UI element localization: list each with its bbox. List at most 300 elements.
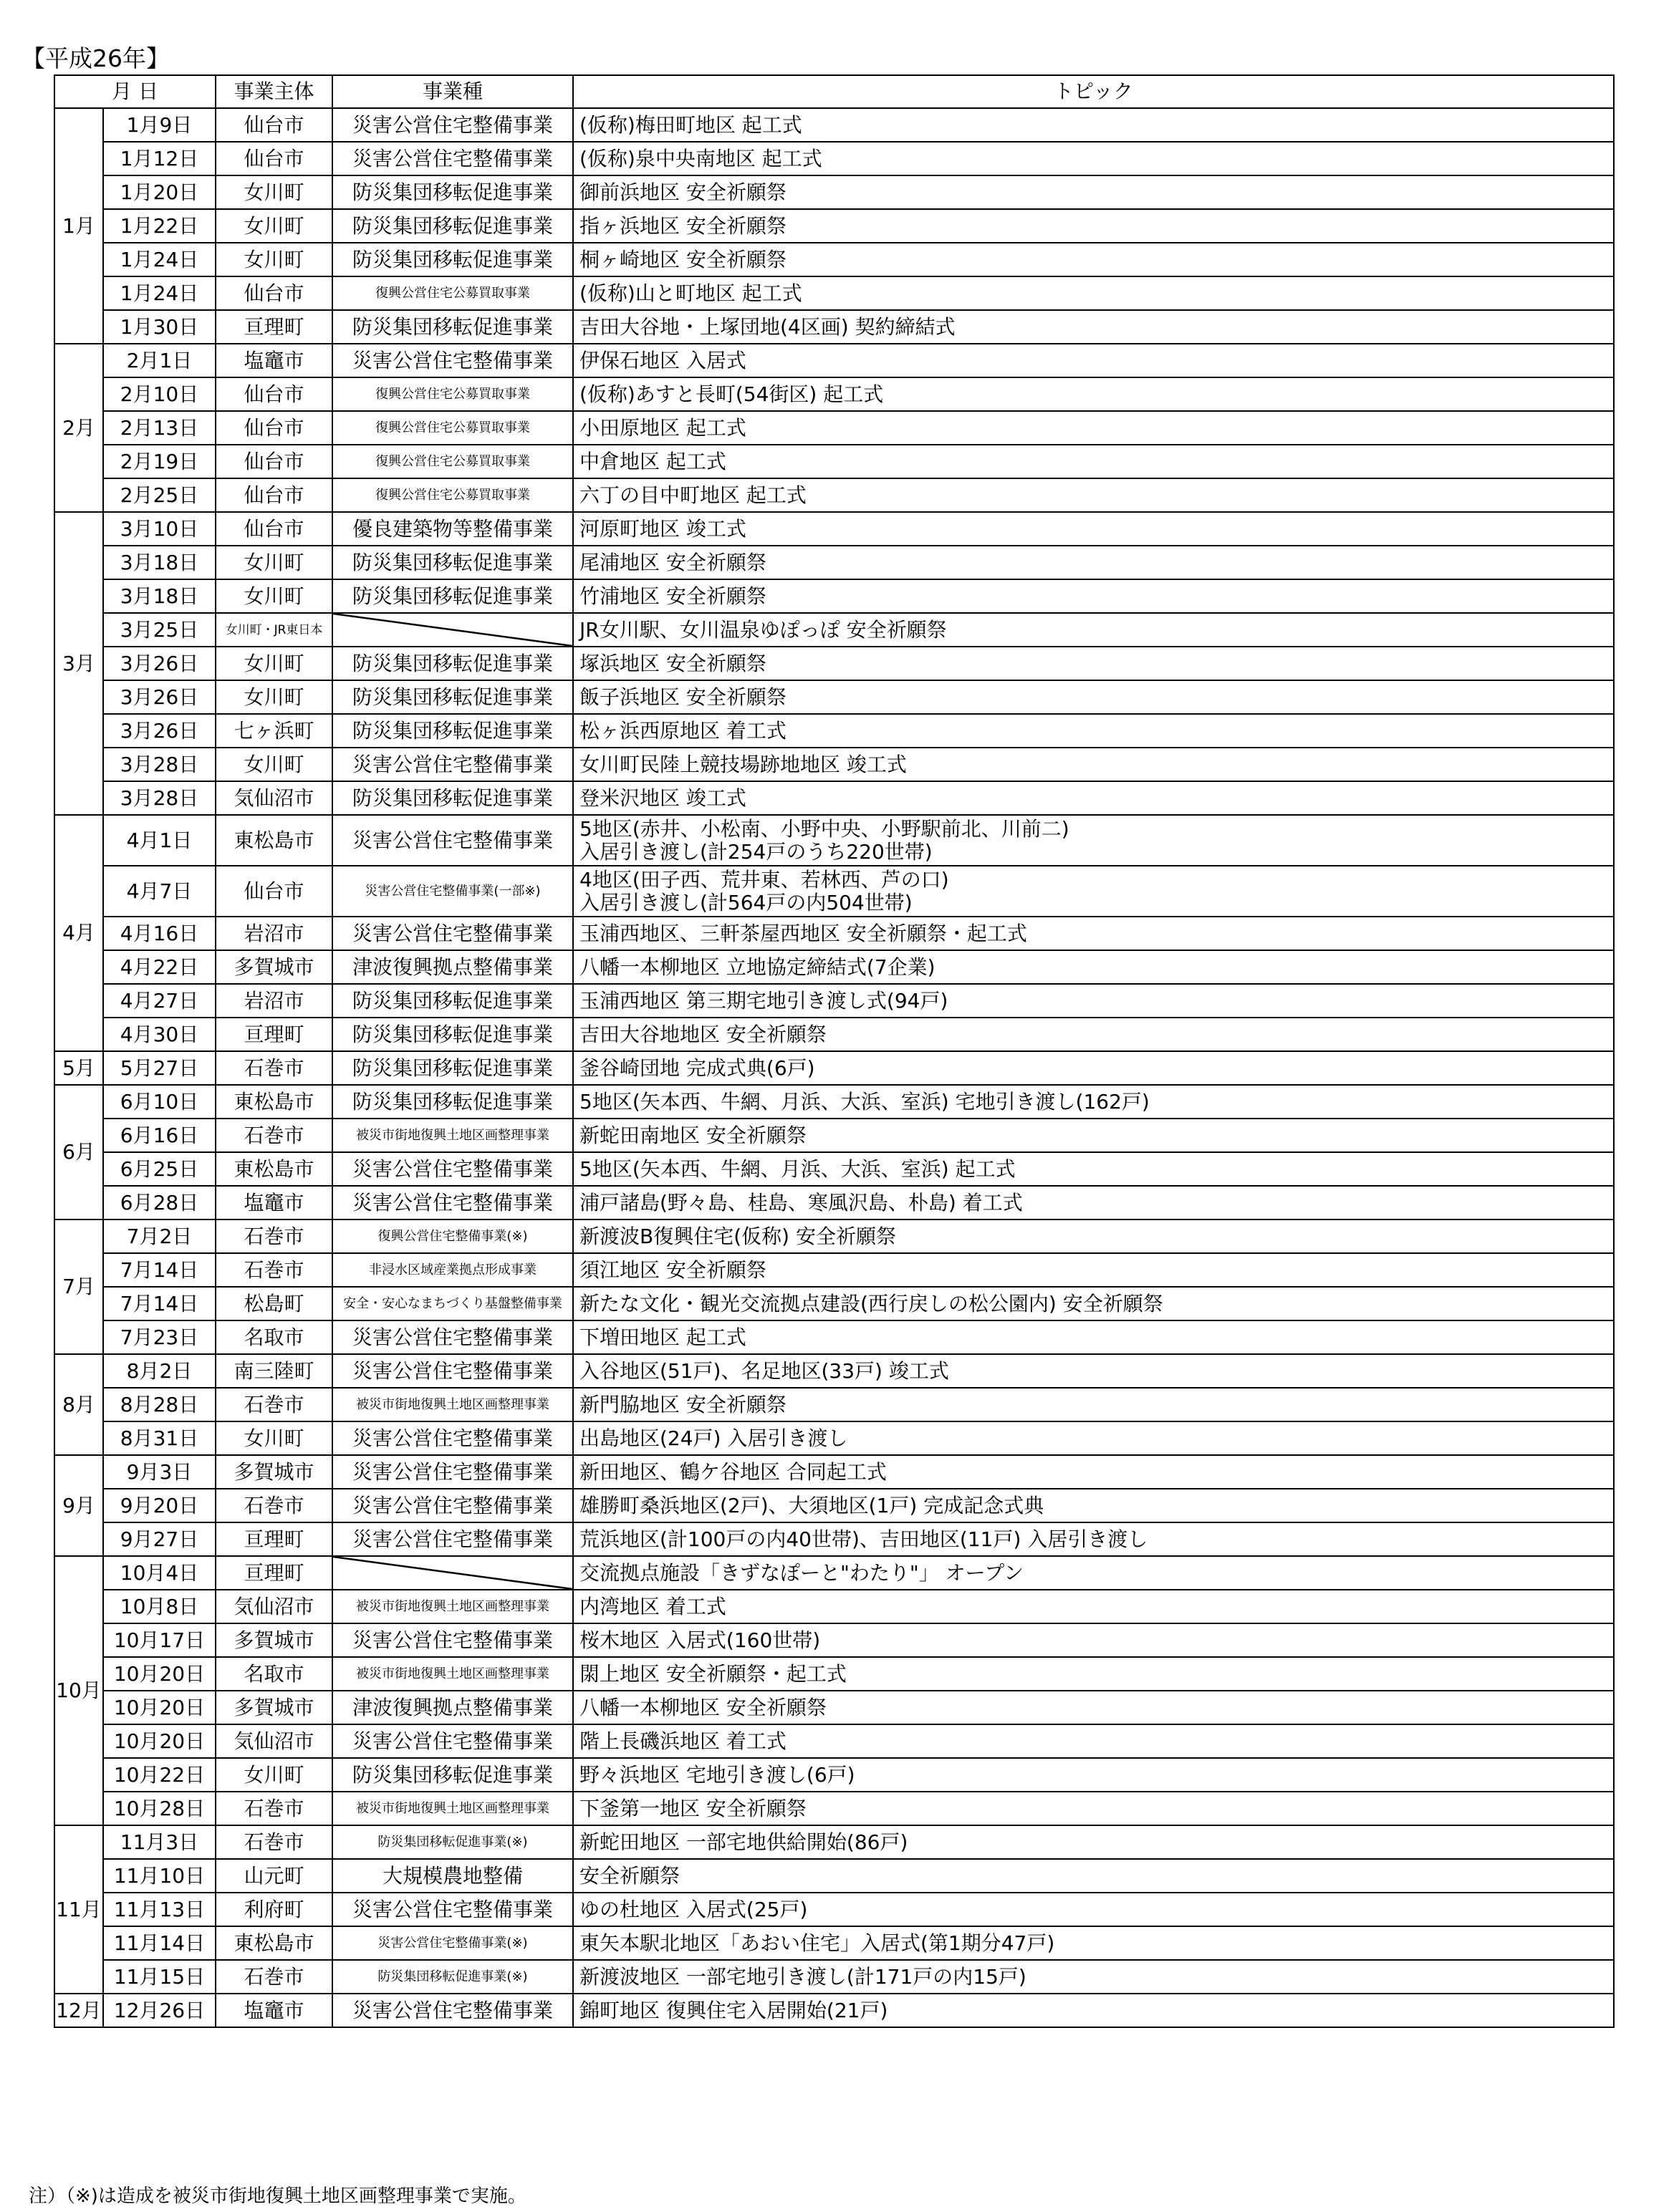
date-cell: 3月18日	[103, 546, 216, 579]
entity-cell: 仙台市	[216, 108, 332, 142]
topic-cell	[573, 866, 1614, 917]
date-cell: 10月28日	[103, 1792, 216, 1825]
type-cell: 災害公営住宅整備事業	[332, 1623, 573, 1657]
schedule-body	[54, 108, 1614, 2027]
date-cell: 11月10日	[103, 1859, 216, 1893]
date-cell: 1月30日	[103, 310, 216, 344]
topic-cell	[573, 478, 1614, 512]
table-row	[54, 984, 1614, 1018]
date-cell: 9月3日	[103, 1455, 216, 1489]
type-cell: 災害公営住宅整備事業	[332, 1455, 573, 1489]
schedule-table	[54, 74, 1615, 2028]
entity-cell: 名取市	[216, 1657, 332, 1691]
entity-cell: 女川町	[216, 579, 332, 613]
topic-cell	[573, 175, 1614, 209]
table-row	[54, 445, 1614, 478]
date-cell: 10月17日	[103, 1623, 216, 1657]
table-row	[54, 680, 1614, 714]
type-cell: 災害公営住宅整備事業	[332, 917, 573, 950]
type-cell: 災害公営住宅整備事業	[332, 108, 573, 142]
type-cell: 被災市街地復興土地区画整理事業	[332, 1388, 573, 1421]
table-row	[54, 613, 1614, 647]
topic-line: 野々浜地区 宅地引き渡し(6戸)	[579, 1762, 855, 1787]
topic-line: 新渡波B復興住宅(仮称) 安全祈願祭	[579, 1224, 896, 1248]
table-row	[54, 579, 1614, 613]
topic-cell	[573, 1287, 1614, 1320]
topic-cell	[573, 1186, 1614, 1220]
date-cell: 3月28日	[103, 748, 216, 781]
topic-line: 六丁の目中町地区 起工式	[579, 483, 807, 507]
topic-cell	[573, 1421, 1614, 1455]
type-cell: 災害公営住宅整備事業(※)	[332, 1926, 573, 1960]
topic-cell	[573, 377, 1614, 411]
date-cell: 1月24日	[103, 243, 216, 276]
type-cell: 防災集団移転促進事業	[332, 209, 573, 243]
date-cell: 4月30日	[103, 1018, 216, 1051]
topic-line: 新渡波地区 一部宅地引き渡し(計171戸の内15戸)	[579, 1964, 1026, 1989]
entity-cell: 多賀城市	[216, 950, 332, 984]
topic-line: 新蛇田南地区 安全祈願祭	[579, 1123, 807, 1147]
date-cell: 3月26日	[103, 647, 216, 680]
table-row	[54, 1186, 1614, 1220]
topic-cell	[573, 1724, 1614, 1758]
topic-line: 尾浦地区 安全祈願祭	[579, 550, 766, 574]
table-row	[54, 748, 1614, 781]
type-cell: 防災集団移転促進事業	[332, 1085, 573, 1119]
date-cell: 1月24日	[103, 276, 216, 310]
month-cell: 10月	[54, 1556, 103, 1825]
topic-line: 小田原地区 起工式	[579, 415, 746, 440]
table-row	[54, 1926, 1614, 1960]
topic-line: 内湾地区 着工式	[579, 1594, 726, 1618]
date-cell: 7月23日	[103, 1320, 216, 1354]
table-row	[54, 546, 1614, 579]
topic-cell	[573, 1388, 1614, 1421]
type-cell: 防災集団移転促進事業	[332, 1758, 573, 1792]
table-row	[54, 1657, 1614, 1691]
date-cell: 1月22日	[103, 209, 216, 243]
topic-cell	[573, 1522, 1614, 1556]
entity-cell: 女川町	[216, 175, 332, 209]
topic-line: 飯子浜地区 安全祈願祭	[579, 685, 787, 709]
entity-cell: 仙台市	[216, 377, 332, 411]
date-cell: 3月28日	[103, 781, 216, 815]
topic-line: 交流拠点施設「きずなぽーと"わたり"」 オープン	[579, 1560, 1024, 1585]
table-row	[54, 1354, 1614, 1388]
type-cell: 防災集団移転促進事業	[332, 680, 573, 714]
entity-cell: 女川町	[216, 1758, 332, 1792]
date-cell: 2月25日	[103, 478, 216, 512]
header-entity: 事業主体	[216, 75, 332, 108]
date-cell: 3月10日	[103, 512, 216, 546]
date-cell: 10月20日	[103, 1657, 216, 1691]
date-cell: 11月13日	[103, 1893, 216, 1926]
topic-cell	[573, 1354, 1614, 1388]
entity-cell: 名取市	[216, 1320, 332, 1354]
type-cell: 大規模農地整備	[332, 1859, 573, 1893]
table-row	[54, 714, 1614, 748]
table-row	[54, 1421, 1614, 1455]
topic-cell	[573, 411, 1614, 445]
month-cell: 8月	[54, 1354, 103, 1455]
table-row	[54, 1758, 1614, 1792]
topic-line: 錦町地区 復興住宅入居開始(21戸)	[579, 1998, 888, 2022]
type-cell: 災害公営住宅整備事業	[332, 1320, 573, 1354]
table-row	[54, 209, 1614, 243]
entity-cell: 七ヶ浜町	[216, 714, 332, 748]
type-cell: 災害公営住宅整備事業	[332, 748, 573, 781]
topic-line: 新田地区、鶴ケ谷地区 合同起工式	[579, 1459, 887, 1484]
table-row	[54, 108, 1614, 142]
date-cell: 3月25日	[103, 613, 216, 647]
entity-cell: 仙台市	[216, 512, 332, 546]
type-cell-empty	[332, 613, 573, 647]
topic-line: 指ヶ浜地区 安全祈願祭	[579, 213, 787, 238]
topic-cell	[573, 1018, 1614, 1051]
table-row	[54, 276, 1614, 310]
table-row	[54, 1522, 1614, 1556]
table-row	[54, 1691, 1614, 1724]
entity-cell: 亘理町	[216, 310, 332, 344]
entity-cell: 女川町	[216, 748, 332, 781]
topic-cell	[573, 445, 1614, 478]
type-cell: 防災集団移転促進事業	[332, 714, 573, 748]
topic-line: 桜木地区 入居式(160世帯)	[579, 1628, 821, 1652]
entity-cell: 多賀城市	[216, 1455, 332, 1489]
entity-cell: 岩沼市	[216, 917, 332, 950]
table-row	[54, 1623, 1614, 1657]
date-cell: 5月27日	[103, 1051, 216, 1085]
month-cell: 2月	[54, 344, 103, 512]
date-cell: 1月20日	[103, 175, 216, 209]
header-type: 事業種	[332, 75, 573, 108]
entity-cell: 東松島市	[216, 1926, 332, 1960]
type-cell: 防災集団移転促進事業	[332, 984, 573, 1018]
date-cell: 8月31日	[103, 1421, 216, 1455]
table-row	[54, 1152, 1614, 1186]
header-topic: トピック	[573, 75, 1614, 108]
topic-cell	[573, 310, 1614, 344]
topic-line: 桐ヶ崎地区 安全祈願祭	[579, 247, 787, 271]
entity-cell: 東松島市	[216, 815, 332, 866]
type-cell: 復興公営住宅公募買取事業	[332, 377, 573, 411]
type-cell: 防災集団移転促進事業	[332, 310, 573, 344]
topic-cell	[573, 1623, 1614, 1657]
entity-cell: 亘理町	[216, 1556, 332, 1590]
topic-line: 東矢本駅北地区「あおい住宅」入居式(第1期分47戸)	[579, 1931, 1055, 1955]
table-row	[54, 1792, 1614, 1825]
table-row	[54, 1489, 1614, 1522]
topic-line: 雄勝町桑浜地区(2戸)、大須地区(1戸) 完成記念式典	[579, 1493, 1044, 1517]
month-cell: 6月	[54, 1085, 103, 1220]
table-row	[54, 1859, 1614, 1893]
topic-line: 閖上地区 安全祈願祭・起工式	[579, 1661, 847, 1686]
entity-cell: 気仙沼市	[216, 1590, 332, 1623]
entity-cell: 石巻市	[216, 1253, 332, 1287]
month-cell: 4月	[54, 815, 103, 1051]
type-cell: 安全・安心なまちづくり基盤整備事業	[332, 1287, 573, 1320]
entity-cell: 亘理町	[216, 1522, 332, 1556]
topic-cell	[573, 1220, 1614, 1253]
entity-cell: 仙台市	[216, 445, 332, 478]
type-cell: 災害公営住宅整備事業	[332, 1489, 573, 1522]
table-row	[54, 1825, 1614, 1859]
table-row	[54, 512, 1614, 546]
entity-cell: 仙台市	[216, 411, 332, 445]
topic-cell	[573, 1859, 1614, 1893]
topic-cell	[573, 1758, 1614, 1792]
table-row	[54, 815, 1614, 866]
month-cell: 1月	[54, 108, 103, 344]
type-cell: 防災集団移転促進事業	[332, 1018, 573, 1051]
topic-cell	[573, 344, 1614, 377]
entity-cell: 石巻市	[216, 1220, 332, 1253]
type-cell: 被災市街地復興土地区画整理事業	[332, 1792, 573, 1825]
date-cell: 4月16日	[103, 917, 216, 950]
type-cell: 災害公営住宅整備事業	[332, 1893, 573, 1926]
entity-cell: 塩竈市	[216, 344, 332, 377]
table-row	[54, 1724, 1614, 1758]
topic-cell	[573, 1320, 1614, 1354]
date-cell: 10月20日	[103, 1691, 216, 1724]
entity-cell: 塩竈市	[216, 1186, 332, 1220]
topic-line: 安全祈願祭	[579, 1863, 680, 1888]
entity-cell: 石巻市	[216, 1960, 332, 1994]
topic-line: 八幡一本柳地区 安全祈願祭	[579, 1695, 827, 1719]
topic-cell	[573, 1657, 1614, 1691]
topic-line: 入居引き渡し(計564戸の内504世帯)	[579, 890, 913, 914]
date-cell: 11月15日	[103, 1960, 216, 1994]
date-cell: 1月9日	[103, 108, 216, 142]
type-cell: 復興公営住宅整備事業(※)	[332, 1220, 573, 1253]
topic-line: 5地区(赤井、小松南、小野中央、小野駅前北、川前二)	[579, 816, 1069, 841]
entity-cell: 東松島市	[216, 1085, 332, 1119]
table-row	[54, 866, 1614, 917]
topic-line: (仮称)泉中央南地区 起工式	[579, 146, 822, 170]
topic-line: 吉田大谷地・上塚団地(4区画) 契約締結式	[579, 314, 956, 339]
date-cell: 6月16日	[103, 1119, 216, 1152]
type-cell: 復興公営住宅公募買取事業	[332, 478, 573, 512]
topic-line: (仮称)あすと長町(54街区) 起工式	[579, 382, 884, 406]
topic-cell	[573, 613, 1614, 647]
date-cell: 2月1日	[103, 344, 216, 377]
table-row	[54, 1018, 1614, 1051]
table-row	[54, 175, 1614, 209]
table-row	[54, 243, 1614, 276]
date-cell: 1月12日	[103, 142, 216, 175]
entity-cell: 女川町	[216, 209, 332, 243]
date-cell: 6月28日	[103, 1186, 216, 1220]
entity-cell: 女川町	[216, 546, 332, 579]
topic-line: 釜谷崎団地 完成式典(6戸)	[579, 1056, 815, 1080]
topic-cell	[573, 1994, 1614, 2027]
date-cell: 9月27日	[103, 1522, 216, 1556]
topic-line: 5地区(矢本西、牛網、月浜、大浜、室浜) 起工式	[579, 1156, 1016, 1181]
topic-line: 新門脇地区 安全祈願祭	[579, 1392, 787, 1416]
table-row	[54, 1960, 1614, 1994]
topic-cell	[573, 1590, 1614, 1623]
type-cell: 災害公営住宅整備事業	[332, 1522, 573, 1556]
type-cell: 防災集団移転促進事業(※)	[332, 1960, 573, 1994]
date-cell: 4月1日	[103, 815, 216, 866]
topic-line: 須江地区 安全祈願祭	[579, 1257, 766, 1282]
entity-cell: 女川町	[216, 647, 332, 680]
topic-line: 新蛇田地区 一部宅地供給開始(86戸)	[579, 1830, 908, 1854]
table-row	[54, 1388, 1614, 1421]
entity-cell: 仙台市	[216, 478, 332, 512]
type-cell: 災害公営住宅整備事業	[332, 1724, 573, 1758]
month-cell: 9月	[54, 1455, 103, 1556]
topic-line: 河原町地区 竣工式	[579, 516, 746, 541]
type-cell: 防災集団移転促進事業	[332, 647, 573, 680]
month-cell: 7月	[54, 1220, 103, 1354]
topic-cell	[573, 917, 1614, 950]
topic-line: 下増田地区 起工式	[579, 1325, 746, 1349]
topic-line: 新たな文化・観光交流拠点建設(西行戻しの松公園内) 安全祈願祭	[579, 1291, 1163, 1315]
date-cell: 3月26日	[103, 714, 216, 748]
page-title: 【平成26年】	[21, 44, 170, 72]
topic-cell	[573, 1253, 1614, 1287]
topic-line: 出島地区(24戸) 入居引き渡し	[579, 1426, 848, 1450]
table-row	[54, 1320, 1614, 1354]
topic-cell	[573, 546, 1614, 579]
entity-cell: 亘理町	[216, 1018, 332, 1051]
type-cell: 優良建築物等整備事業	[332, 512, 573, 546]
table-row	[54, 1455, 1614, 1489]
topic-cell	[573, 512, 1614, 546]
table-row	[54, 781, 1614, 815]
entity-cell: 石巻市	[216, 1792, 332, 1825]
entity-cell: 岩沼市	[216, 984, 332, 1018]
topic-cell	[573, 108, 1614, 142]
entity-cell: 利府町	[216, 1893, 332, 1926]
table-row	[54, 1590, 1614, 1623]
topic-line: 登米沢地区 竣工式	[579, 786, 746, 810]
type-cell: 防災集団移転促進事業	[332, 546, 573, 579]
date-cell: 7月2日	[103, 1220, 216, 1253]
topic-line: 塚浜地区 安全祈願祭	[579, 651, 766, 675]
entity-cell: 女川町	[216, 243, 332, 276]
table-row	[54, 1893, 1614, 1926]
entity-cell: 松島町	[216, 1287, 332, 1320]
date-cell: 8月2日	[103, 1354, 216, 1388]
topic-cell	[573, 1792, 1614, 1825]
entity-cell: 女川町	[216, 680, 332, 714]
topic-cell	[573, 209, 1614, 243]
date-cell: 4月27日	[103, 984, 216, 1018]
table-header-row	[54, 75, 1614, 108]
type-cell: 津波復興拠点整備事業	[332, 950, 573, 984]
topic-line: 入谷地区(51戸)、名足地区(33戸) 竣工式	[579, 1358, 949, 1383]
topic-line: (仮称)山と町地区 起工式	[579, 281, 802, 305]
topic-cell	[573, 1926, 1614, 1960]
date-cell: 2月19日	[103, 445, 216, 478]
date-cell: 2月13日	[103, 411, 216, 445]
type-cell: 災害公営住宅整備事業	[332, 1354, 573, 1388]
table-row	[54, 917, 1614, 950]
type-cell: 防災集団移転促進事業	[332, 243, 573, 276]
topic-cell	[573, 647, 1614, 680]
type-cell: 復興公営住宅公募買取事業	[332, 411, 573, 445]
entity-cell: 気仙沼市	[216, 781, 332, 815]
date-cell: 12月26日	[103, 1994, 216, 2027]
topic-line: 4地区(田子西、荒井東、若林西、芦の口)	[579, 867, 949, 892]
date-cell: 11月14日	[103, 1926, 216, 1960]
table-row	[54, 1253, 1614, 1287]
topic-cell	[573, 1085, 1614, 1119]
topic-line: 女川町民陸上競技場跡地地区 竣工式	[579, 752, 907, 776]
topic-cell	[573, 142, 1614, 175]
footnote: 注）（※)は造成を被災市街地復興土地区画整理事業で実施。	[29, 2186, 526, 2207]
topic-cell	[573, 748, 1614, 781]
topic-cell	[573, 243, 1614, 276]
topic-cell	[573, 1489, 1614, 1522]
topic-line: 玉浦西地区、三軒茶屋西地区 安全祈願祭・起工式	[579, 921, 1027, 945]
topic-cell	[573, 984, 1614, 1018]
table-row	[54, 1287, 1614, 1320]
topic-line: 玉浦西地区 第三期宅地引き渡し式(94戸)	[579, 988, 948, 1013]
type-cell: 被災市街地復興土地区画整理事業	[332, 1590, 573, 1623]
topic-line: JR女川駅、女川温泉ゆぽっぽ 安全祈願祭	[579, 617, 947, 642]
date-cell: 9月20日	[103, 1489, 216, 1522]
type-cell: 災害公営住宅整備事業	[332, 1152, 573, 1186]
topic-line: 吉田大谷地地区 安全祈願祭	[579, 1022, 827, 1046]
topic-cell	[573, 276, 1614, 310]
table-row	[54, 310, 1614, 344]
table-row	[54, 1994, 1614, 2027]
month-cell: 12月	[54, 1994, 103, 2027]
topic-cell	[573, 680, 1614, 714]
topic-cell	[573, 1556, 1614, 1590]
topic-cell	[573, 781, 1614, 815]
entity-cell: 東松島市	[216, 1152, 332, 1186]
topic-cell	[573, 1691, 1614, 1724]
type-cell: 非浸水区域産業拠点形成事業	[332, 1253, 573, 1287]
date-cell: 10月4日	[103, 1556, 216, 1590]
topic-line: 荒浜地区(計100戸の内40世帯)、吉田地区(11戸) 入居引き渡し	[579, 1527, 1148, 1551]
type-cell-empty	[332, 1556, 573, 1590]
type-cell: 防災集団移転促進事業	[332, 175, 573, 209]
entity-cell: 仙台市	[216, 866, 332, 917]
entity-cell: 女川町	[216, 1421, 332, 1455]
topic-cell	[573, 1152, 1614, 1186]
entity-cell: 多賀城市	[216, 1691, 332, 1724]
topic-line: 5地区(矢本西、牛網、月浜、大浜、室浜) 宅地引き渡し(162戸)	[579, 1089, 1150, 1114]
topic-cell	[573, 1893, 1614, 1926]
type-cell: 災害公営住宅整備事業	[332, 1421, 573, 1455]
date-cell: 7月14日	[103, 1253, 216, 1287]
entity-cell: 多賀城市	[216, 1623, 332, 1657]
topic-line: 竹浦地区 安全祈願祭	[579, 584, 766, 608]
table-row	[54, 478, 1614, 512]
table-row	[54, 950, 1614, 984]
date-cell: 7月14日	[103, 1287, 216, 1320]
type-cell: 防災集団移転促進事業	[332, 1051, 573, 1085]
entity-cell: 南三陸町	[216, 1354, 332, 1388]
entity-cell: 石巻市	[216, 1119, 332, 1152]
entity-cell: 仙台市	[216, 276, 332, 310]
table-row	[54, 1051, 1614, 1085]
topic-line: 松ヶ浜西原地区 着工式	[579, 718, 787, 743]
topic-line: 下釜第一地区 安全祈願祭	[579, 1796, 807, 1820]
type-cell: 防災集団移転促進事業	[332, 781, 573, 815]
month-cell: 11月	[54, 1825, 103, 1994]
table-row	[54, 1220, 1614, 1253]
date-cell: 4月7日	[103, 866, 216, 917]
header-date: 月 日	[54, 75, 216, 108]
table-row	[54, 377, 1614, 411]
table-row	[54, 411, 1614, 445]
